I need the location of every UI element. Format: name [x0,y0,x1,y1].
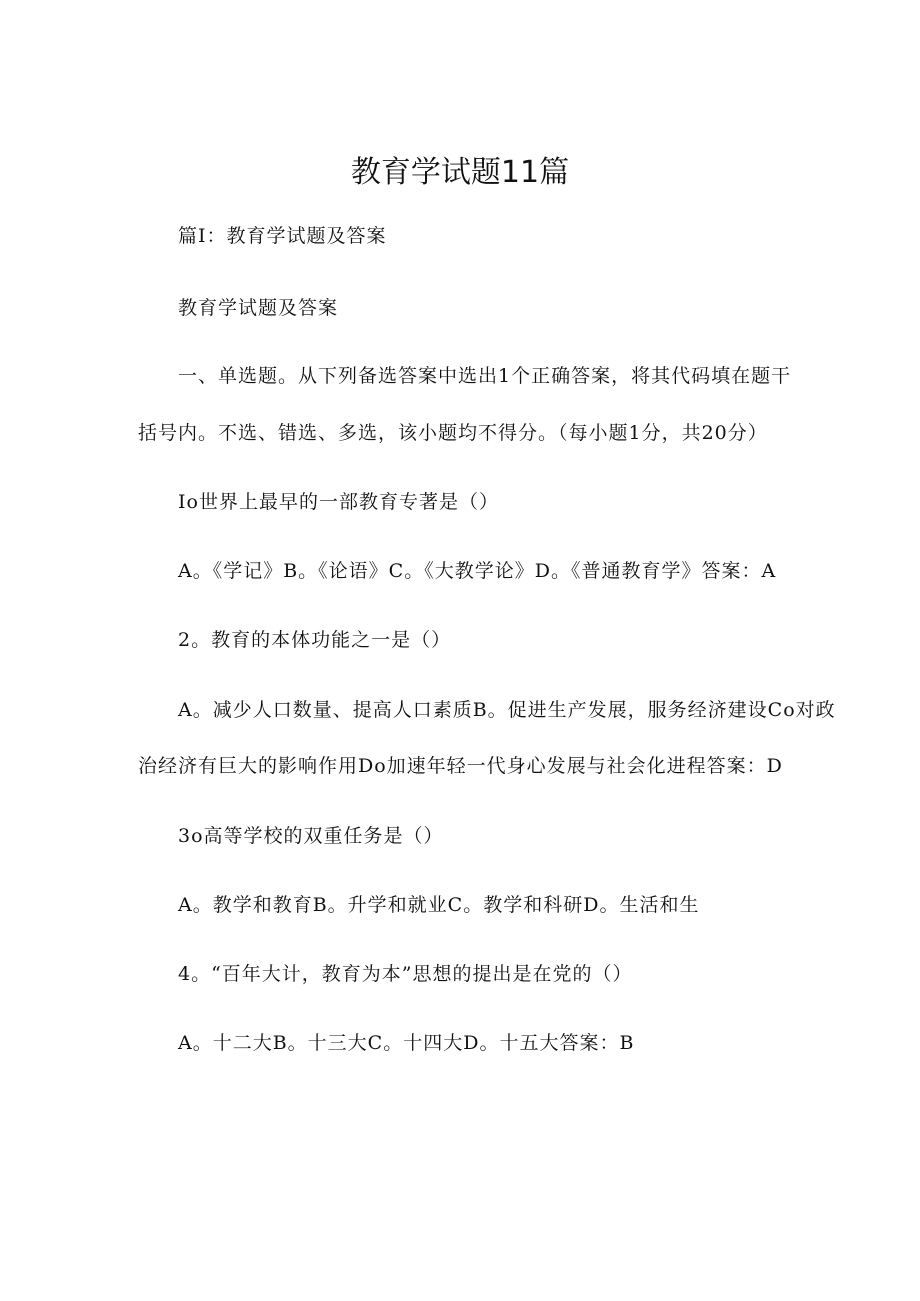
question-3: 3o高等学校的双重任务是（） [178,825,444,847]
question-2: 2。教育的本体功能之一是（） [178,629,452,651]
question-3-options: A。教学和教育B。升学和就业C。教学和科研D。生活和生 [178,894,700,916]
question-2-options-line-2: 治经济有巨大的影响作用Do加速年轻一代身心发展与社会化进程答案：D [138,755,783,777]
question-1-options: A。《学记》B。《论语》C。《大教学论》D。《普通教育学》答案：A [178,560,777,582]
question-4: 4。“百年大计，教育为本”思想的提出是在党的（） [178,963,633,985]
instructions-line-2: 括号内。不选、错选、多选，该小题均不得分。（每小题1分，共20分） [138,422,768,444]
question-1: Io世界上最早的一部教育专著是（） [178,491,499,513]
question-4-options: A。十二大B。十三大C。十四大D。十五大答案：B [178,1032,635,1054]
question-2-options-line-1: A。减少人口数量、提高人口素质B。促进生产发展，服务经济建设Co对政 [178,699,836,721]
section-subtitle: 教育学试题及答案 [178,297,339,319]
document-title: 教育学试题11篇 [350,155,570,190]
section-heading: 篇I：教育学试题及答案 [178,225,387,247]
instructions-line-1: 一、单选题。从下列备选答案中选出1个正确答案，将其代码填在题干 [178,365,792,387]
